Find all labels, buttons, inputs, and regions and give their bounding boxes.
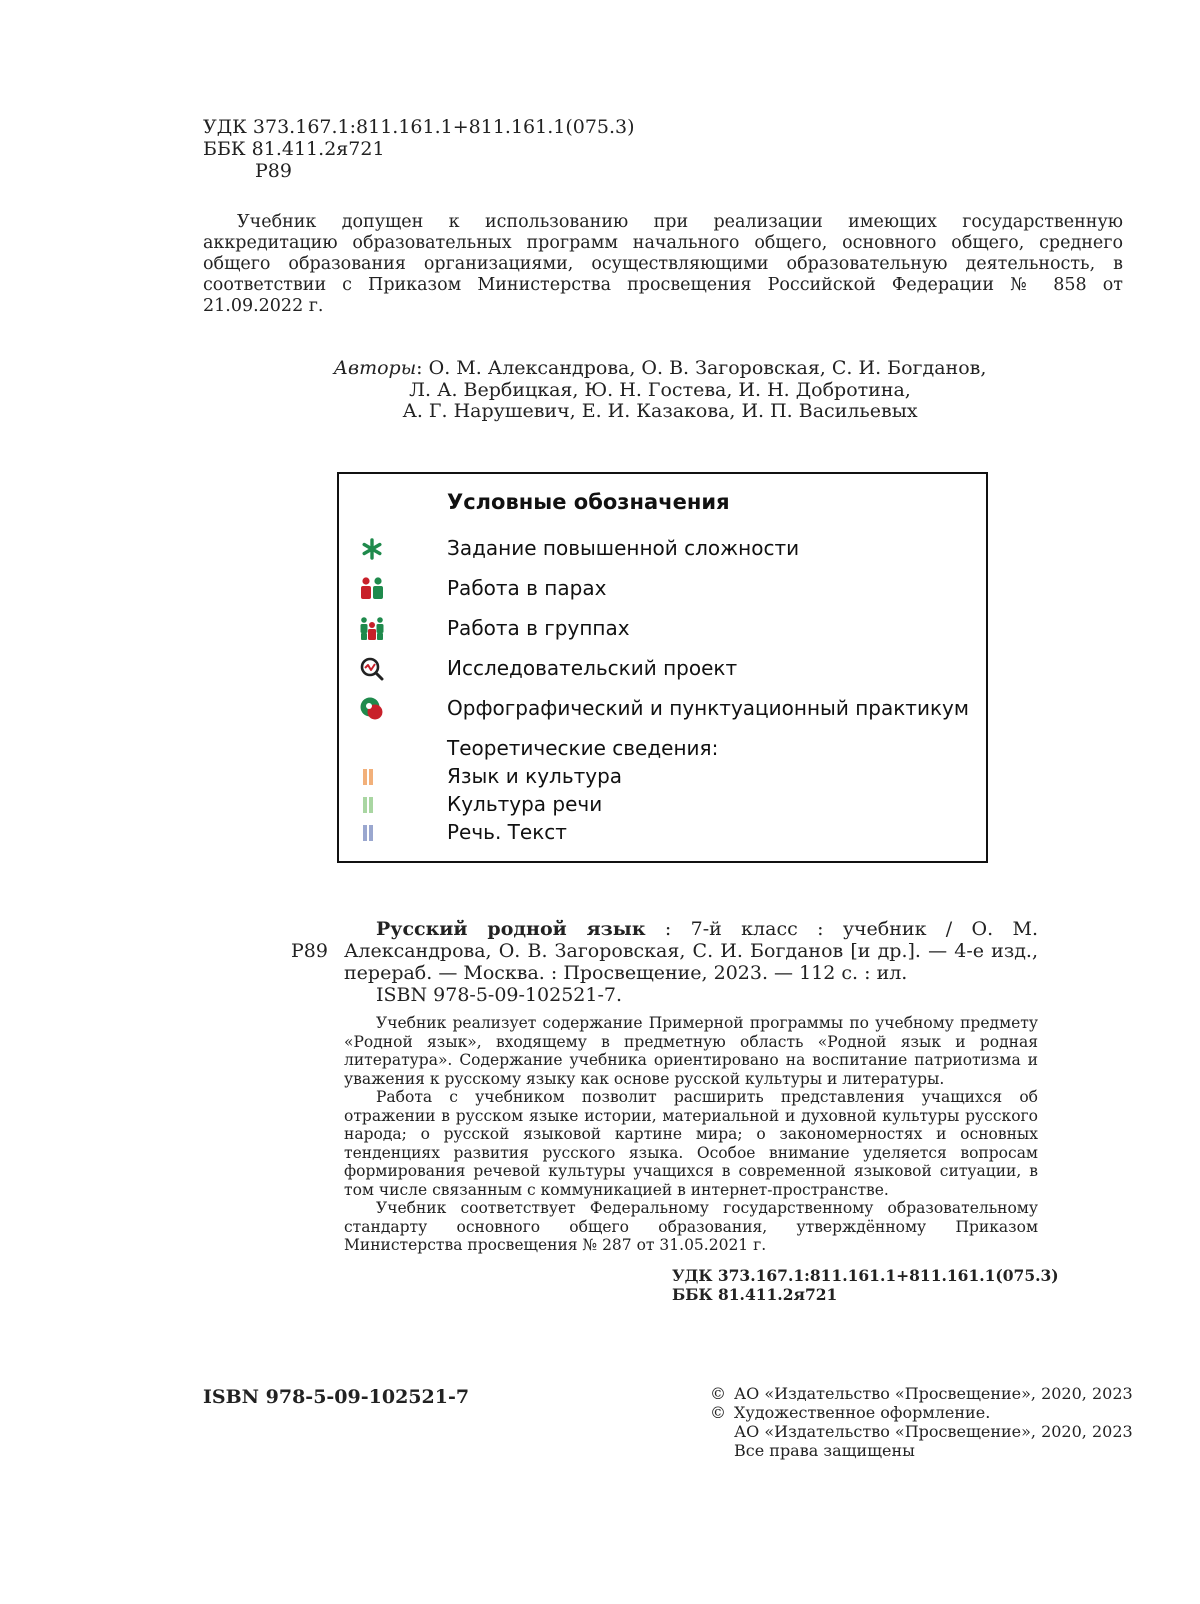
- card-description: : 7-й класс : учебник / О. М. Александрова, О. В. Загоровская, С. И. Богданов [и др.]. — 4-е изд., перераб. — Москва. : Просвещение, 2023. — 112 с. : ил.: [344, 918, 1038, 984]
- copyright-line-2: Художественное оформление.: [734, 1403, 991, 1422]
- authors-block: [300, 358, 1020, 423]
- copyright-block: [710, 1384, 1133, 1460]
- legend-box: [337, 472, 988, 863]
- footer-isbn: ISBN 978-5-09-102521-7: [203, 1386, 470, 1408]
- udk-code: УДК 373.167.1:811.161.1+811.161.1(075.3): [203, 116, 635, 138]
- legend-label: Работа в группах: [447, 616, 630, 640]
- theory-item: [339, 762, 986, 792]
- pair-work-icon: [359, 576, 385, 602]
- card-bibliographic-entry: [344, 918, 1038, 984]
- legend-title: Условные обозначения: [447, 490, 730, 514]
- legend-label: Исследовательский проект: [447, 656, 738, 680]
- legend-item: [339, 614, 986, 644]
- practicum-pin-icon: [359, 696, 385, 722]
- authors-line-3: А. Г. Нарушевич, Е. И. Казакова, И. П. Васильевых: [402, 400, 918, 422]
- group-work-icon: [359, 616, 385, 642]
- speech-culture-marker-icon: [363, 797, 375, 813]
- author-sign: Р89: [255, 160, 292, 182]
- asterisk-icon: [359, 536, 385, 562]
- card-udk: УДК 373.167.1:811.161.1+811.161.1(075.3): [672, 1266, 1059, 1285]
- card-bbk: ББК 81.411.2я721: [672, 1285, 838, 1304]
- theory-label: Речь. Текст: [447, 820, 567, 844]
- annotation-paragraph: Работа с учебником позволит расширить представления учащихся об отражении в русском языке истории, материальной и духовной культуры русского народа; о русской языковой картине мира; о закономерностях и основных тенденциях развития русского языка. Особое внимание уделяется вопросам формирования речевой культуры учащихся в современной языковой ситуации, в том числе связанным с коммуникацией в интернет-пространстве.: [344, 1088, 1038, 1199]
- copyright-line-1: АО «Издательство «Просвещение», 2020, 2023: [734, 1384, 1133, 1403]
- card-title: Русский родной язык: [376, 918, 646, 940]
- research-magnifier-icon: [359, 656, 385, 682]
- authors-line-2: Л. А. Вербицкая, Ю. Н. Гостева, И. Н. Добротина,: [409, 378, 911, 401]
- theory-item: [339, 818, 986, 848]
- legend-item: [339, 694, 986, 724]
- annotation-paragraph: Учебник соответствует Федеральному государственному образовательному стандарту основного общего образования, утверждённому Приказом Министерства просвещения № 287 от 31.05.2021 г.: [344, 1199, 1038, 1254]
- speech-text-marker-icon: [363, 825, 375, 841]
- annotation-paragraph: Учебник реализует содержание Примерной программы по учебному предмету «Родной язык», входящему в предметную область «Родной язык и родная литература». Содержание учебника ориентировано на воспитание патриотизма и уважения к русскому языку как основе русской культуры и литературы.: [344, 1014, 1038, 1088]
- card-isbn: ISBN 978-5-09-102521-7.: [376, 984, 623, 1006]
- legend-label: Работа в парах: [447, 576, 607, 600]
- legend-label: Задание повышенной сложности: [447, 536, 800, 560]
- theory-heading-row: [339, 734, 986, 764]
- legend-label: Орфографический и пунктуационный практикум: [447, 696, 969, 720]
- legend-item: [339, 654, 986, 684]
- theory-label: Язык и культура: [447, 764, 623, 788]
- theory-item: [339, 790, 986, 820]
- authors-line-1: : О. М. Александрова, О. В. Загоровская, С. И. Богданов,: [416, 357, 987, 379]
- copyright-line-3: АО «Издательство «Просвещение», 2020, 2023: [734, 1422, 1133, 1441]
- theory-heading: Теоретические сведения:: [447, 736, 719, 760]
- authors-label: Авторы: [333, 357, 417, 379]
- legend-item: [339, 574, 986, 604]
- card-annotation: [344, 1014, 1038, 1255]
- bbk-code: ББК 81.411.2я721: [203, 138, 385, 160]
- theory-label: Культура речи: [447, 792, 603, 816]
- copyright-symbol: ©: [710, 1403, 726, 1422]
- card-classification: [672, 1266, 1059, 1304]
- approval-notice: Учебник допущен к использованию при реализации имеющих государственную аккредитацию образовательных программ начального общего, основного общего, среднего общего образования организациями, осуществляющими образовательную деятельность, в соответствии с Приказом Министерства просвещения Российской Федерации № 858 от 21.09.2022 г.: [203, 212, 1123, 316]
- rights-reserved: Все права защищены: [734, 1441, 915, 1460]
- card-side-code: Р89: [291, 940, 328, 962]
- classification-codes: [203, 116, 635, 182]
- legend-item: [339, 534, 986, 564]
- copyright-symbol: ©: [710, 1384, 726, 1403]
- language-culture-marker-icon: [363, 769, 375, 785]
